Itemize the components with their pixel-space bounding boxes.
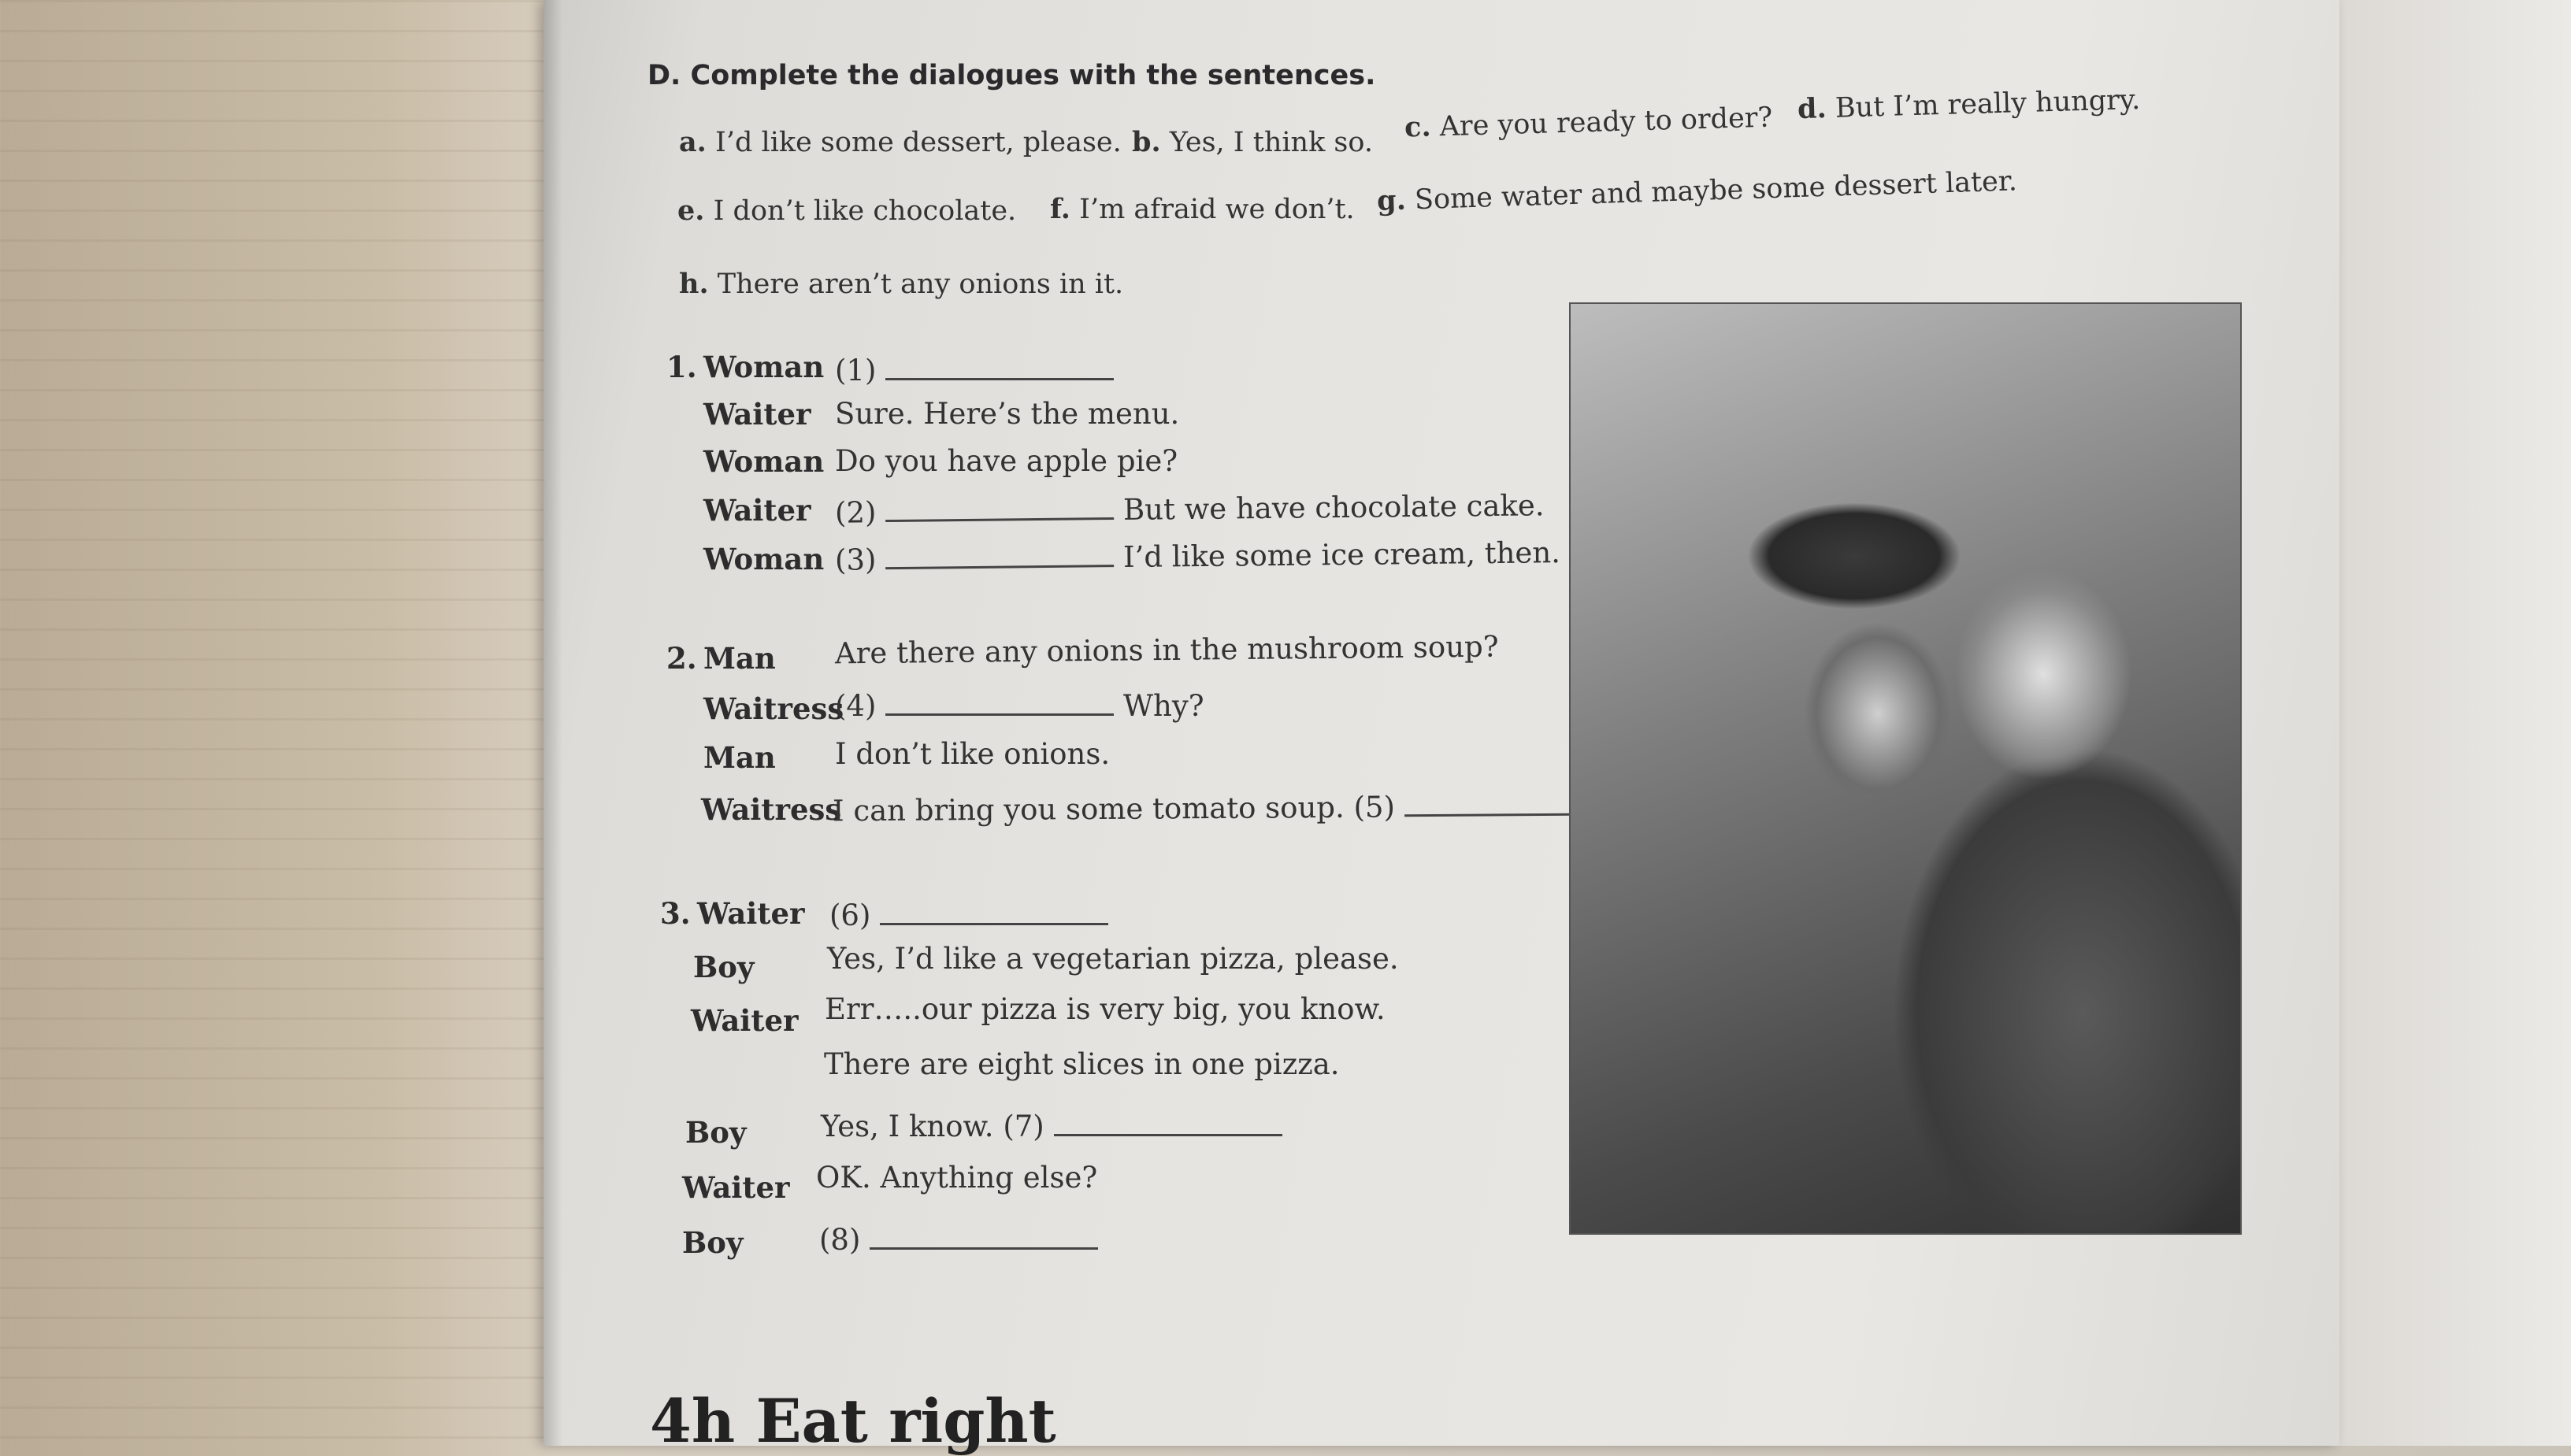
dialogue-1-speaker-4: Waiter	[703, 493, 811, 528]
answer-blank-6[interactable]	[880, 895, 1108, 925]
dialogue-3-speaker-2: Boy	[693, 950, 755, 984]
answer-blank-7[interactable]	[1054, 1106, 1282, 1136]
dialogue-3-line-4: There are eight slices in one pizza.	[824, 1047, 1340, 1081]
dialogue-2-speaker-2: Waitress	[703, 691, 844, 726]
option-a: a. I’d like some dessert, please.	[679, 126, 1122, 158]
table-surface-right	[2335, 0, 2571, 1446]
dialogue-2-line-4: I can bring you some tomato soup. (5)	[833, 785, 1586, 828]
dialogue-3-speaker-5: Boy	[685, 1115, 747, 1150]
dialogue-2-line-3: I don’t like onions.	[835, 737, 1111, 771]
restaurant-photo	[1569, 302, 2242, 1235]
dialogue-1-line-5: (3) I’d like some ice cream, then.	[834, 535, 1561, 577]
table-surface-left	[0, 0, 551, 1446]
dialogue-2-line-1: Are there any onions in the mushroom soup?	[834, 629, 1499, 671]
dialogue-3-speaker-1: Waiter	[697, 896, 805, 931]
dialogue-1-speaker-2: Waiter	[703, 397, 811, 432]
dialogue-1-line-1: (1)	[835, 350, 1114, 387]
answer-blank-4[interactable]	[885, 685, 1114, 716]
dialogue-3-line-3: Err…..our pizza is very big, you know.	[825, 992, 1386, 1026]
dialogue-1-speaker-3: Woman	[703, 444, 825, 479]
answer-blank-3[interactable]	[885, 536, 1114, 569]
option-d: d. But I’m really hungry.	[1797, 83, 2141, 126]
dialogue-3-line-5: Yes, I know. (7)	[821, 1106, 1282, 1143]
dialogue-2-number: 2.	[666, 641, 697, 676]
next-section-title: 4h Eat right	[650, 1386, 1056, 1456]
option-b: b. Yes, I think so.	[1132, 126, 1373, 158]
dialogue-1-line-3: Do you have apple pie?	[835, 444, 1178, 478]
dialogue-3-line-1: (6)	[829, 895, 1108, 932]
dialogue-2-speaker-1: Man	[703, 641, 776, 676]
dialogue-1-speaker-1: Woman	[703, 350, 825, 384]
dialogue-2-speaker-4: Waitress	[701, 792, 842, 827]
option-c: c. Are you ready to order?	[1404, 102, 1773, 144]
dialogue-3-line-7: (8)	[819, 1219, 1098, 1257]
answer-blank-2[interactable]	[885, 489, 1114, 522]
answer-blank-5[interactable]	[1404, 785, 1586, 817]
option-g: g. Some water and maybe some dessert later.	[1376, 165, 2018, 217]
answer-blank-1[interactable]	[885, 350, 1114, 380]
dialogue-3-speaker-3: Waiter	[691, 1003, 799, 1038]
page-fold-shadow	[544, 0, 562, 1446]
exercise-heading: D. Complete the dialogues with the sentences.	[647, 60, 1376, 91]
dialogue-3-line-6: OK. Anything else?	[816, 1161, 1098, 1195]
dialogue-3-speaker-6: Waiter	[682, 1170, 790, 1205]
dialogue-3-line-2: Yes, I’d like a vegetarian pizza, please.	[827, 942, 1399, 976]
dialogue-3-speaker-7: Boy	[682, 1225, 744, 1260]
dialogue-1-line-2: Sure. Here’s the menu.	[835, 397, 1180, 431]
dialogue-2-speaker-3: Man	[703, 740, 776, 775]
answer-blank-8[interactable]	[870, 1219, 1098, 1250]
option-h: h. There aren’t any onions in it.	[679, 268, 1124, 300]
dialogue-1-line-4: (2) But we have chocolate cake.	[834, 488, 1545, 530]
option-e: e. I don’t like chocolate.	[677, 195, 1017, 227]
dialogue-1-number: 1.	[666, 350, 697, 384]
dialogue-1-speaker-5: Woman	[703, 542, 825, 576]
dialogue-2-line-2: (4) Why?	[835, 685, 1204, 723]
dialogue-3-number: 3.	[660, 896, 691, 931]
option-f: f. I’m afraid we don’t.	[1050, 193, 1355, 225]
